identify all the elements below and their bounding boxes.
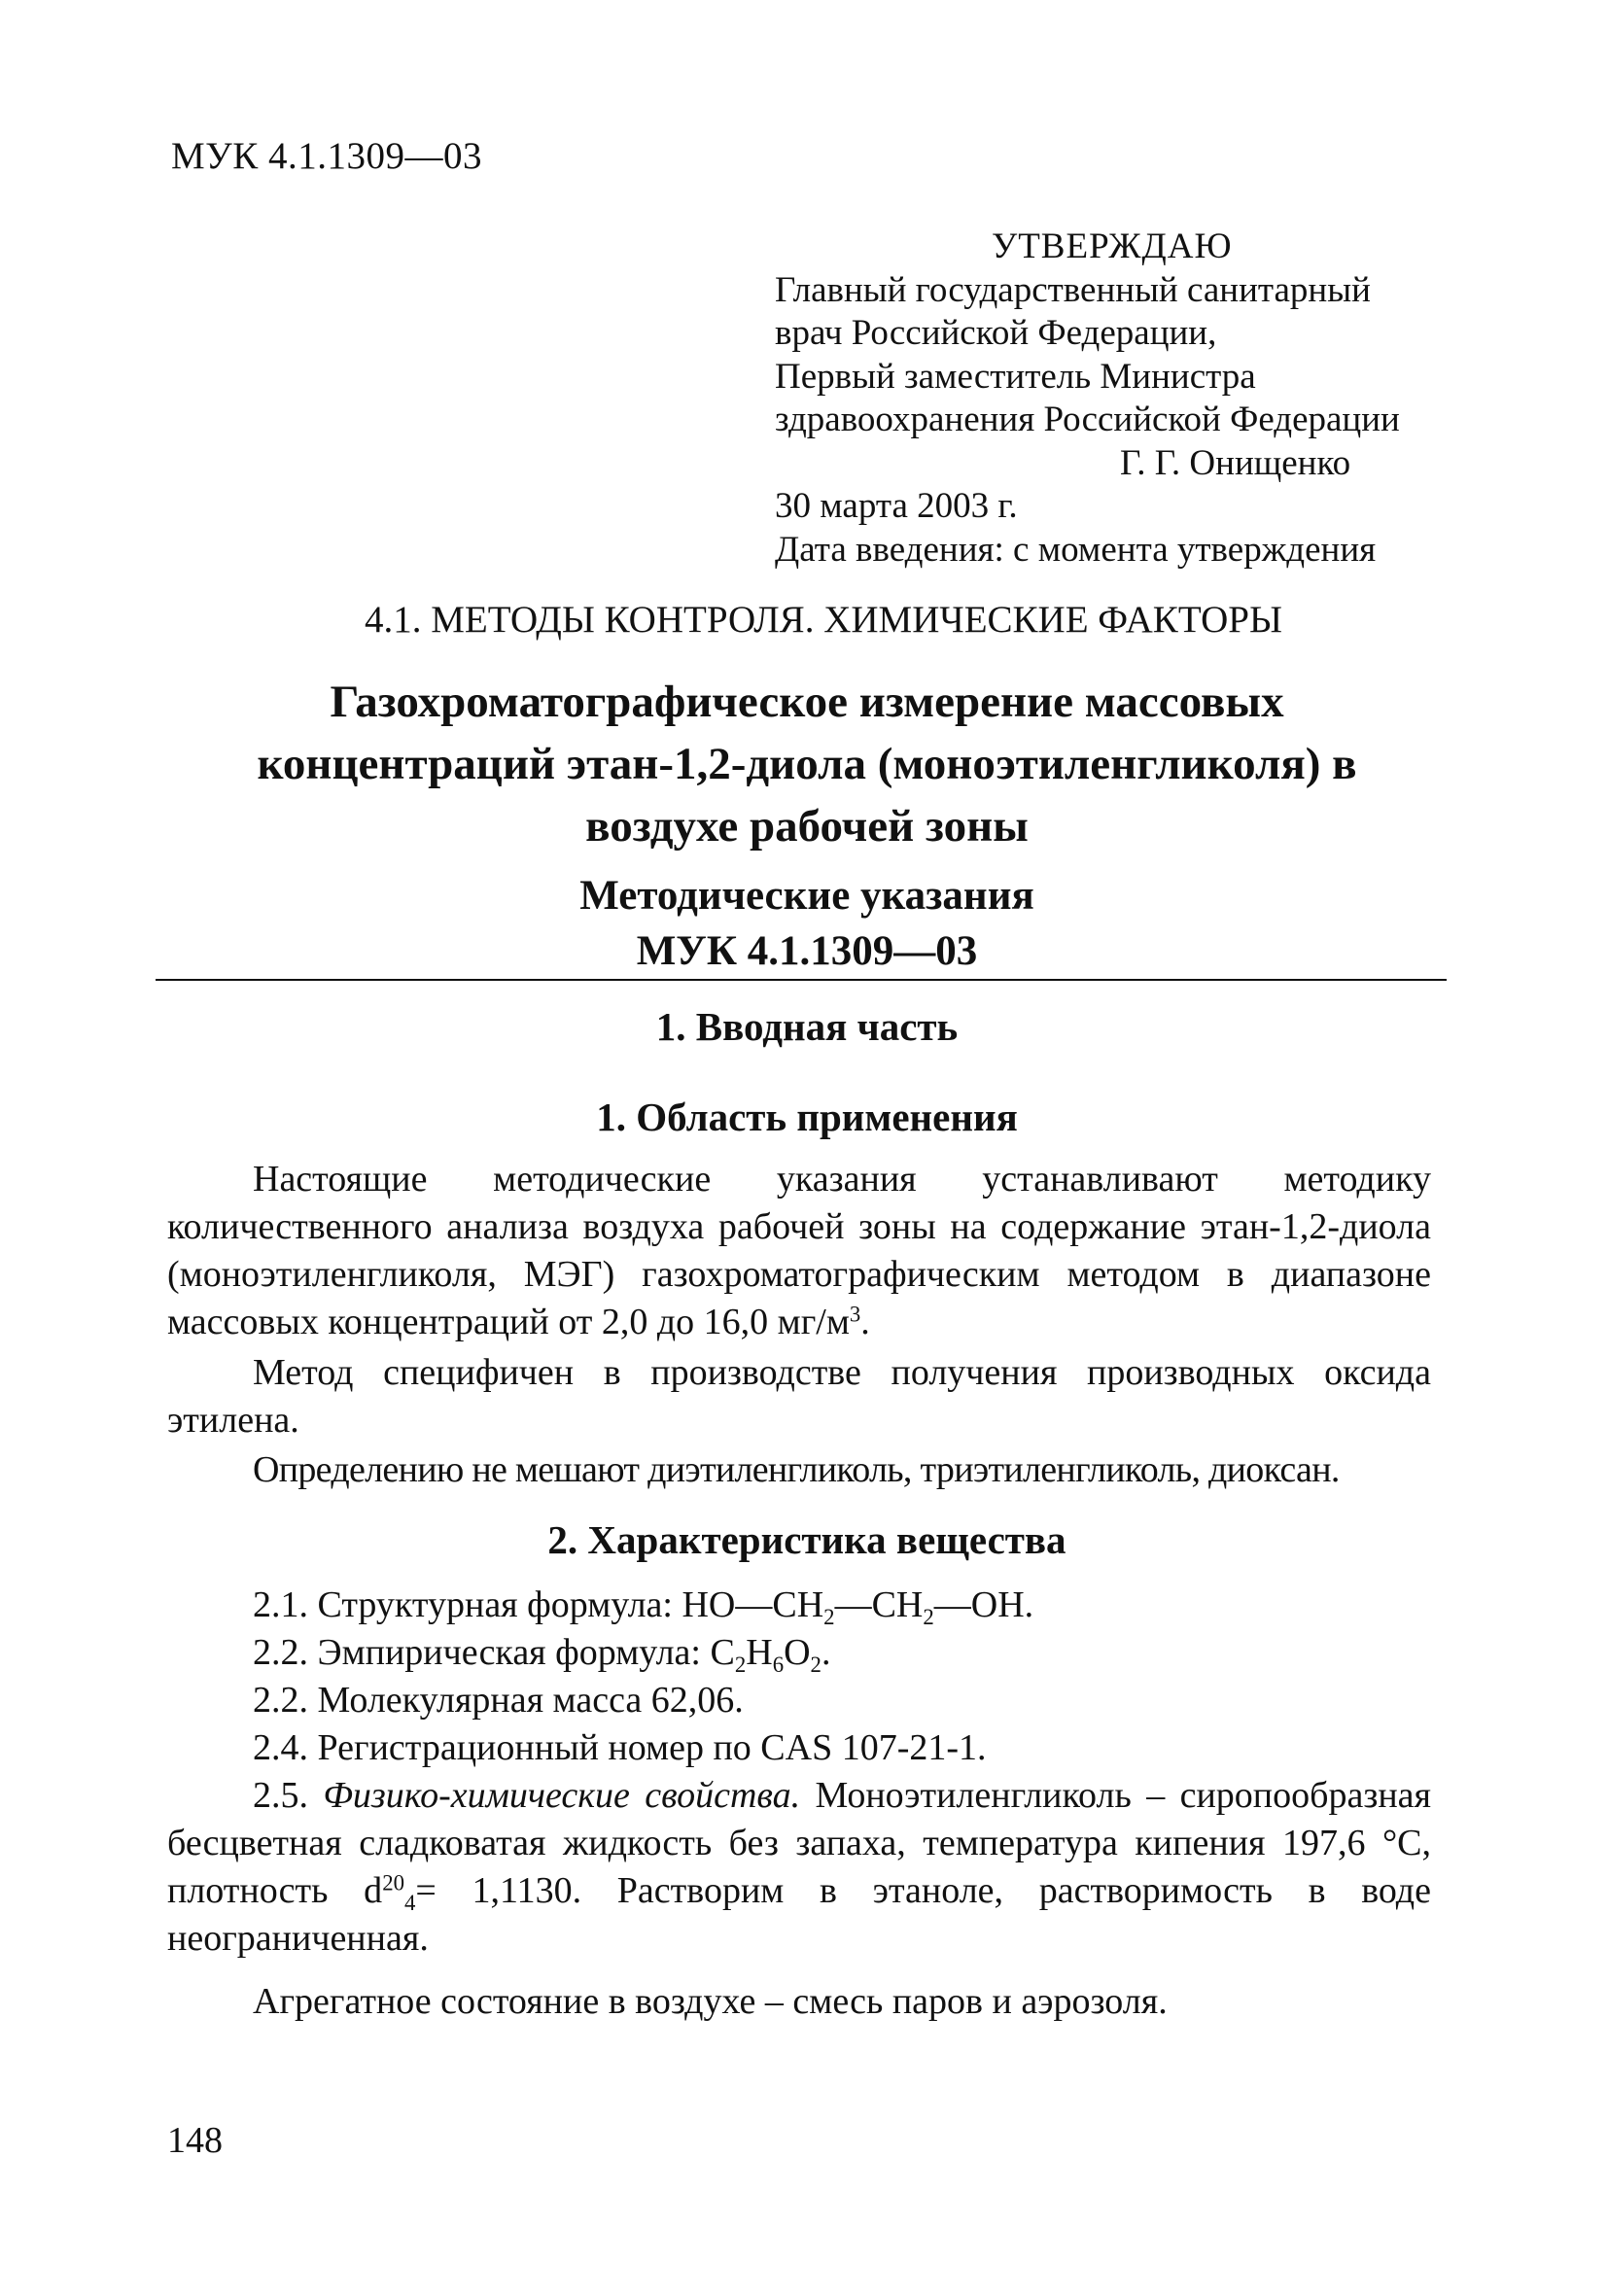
approval-line: Первый заместитель Министра [775, 356, 1256, 397]
approval-block [775, 226, 1455, 572]
approval-date: 30 марта 2003 г. [775, 486, 1018, 526]
subscript: 2 [734, 1652, 747, 1677]
document-code: МУК 4.1.1309—03 [171, 135, 483, 177]
list-item: 2.4. Регистрационный номер по CAS 107-21-1. [253, 1727, 987, 1768]
aggregate-state-paragraph: Агрегатное состояние в воздухе – смесь паров и аэрозоля. [253, 1981, 1168, 2022]
subscript: 2 [823, 1604, 835, 1629]
scope-text: Настоящие методические указания устанавливают методику количественного анализа воздуха рабочей зоны на содержание этан-1,2-диола (моноэтиленгликоля, МЭГ) газохроматографическим методом в диапазоне массовых концентраций от 2,0 до 16,0 мг/м [167, 1159, 1431, 1342]
document-subtitle [156, 868, 1458, 979]
signer-name: Г. Г. Онищенко [1120, 442, 1351, 483]
list-item [167, 1582, 1431, 1629]
properties-text: = 1,1130. Растворим в этаноле, растворимость в воде неограниченная. [167, 1870, 1431, 1959]
punctuation: . [860, 1302, 870, 1342]
title-line: Газохроматографическое измерение массовых [330, 677, 1284, 727]
approval-heading: УТВЕРЖДАЮ [992, 226, 1233, 266]
superscript: 20 [382, 1870, 404, 1896]
section-header: 4.1. МЕТОДЫ КОНТРОЛЯ. ХИМИЧЕСКИЕ ФАКТОРЫ [365, 599, 1282, 641]
item-number: 2.5. [253, 1775, 324, 1816]
page-number: 148 [167, 2120, 223, 2161]
subscript: 2 [923, 1604, 934, 1629]
subtitle-line: Методические указания [579, 873, 1034, 919]
scope-paragraph [167, 1156, 1431, 1346]
approval-line: Главный государственный санитарный [775, 269, 1371, 310]
heading-characteristics: 2. Характеристика вещества [547, 1517, 1066, 1562]
characteristics-list [167, 1582, 1431, 1963]
title-line: воздухе рабочей зоны [585, 801, 1029, 852]
heading-intro: 1. Вводная часть [655, 1004, 959, 1049]
list-item: 2.2. Молекулярная масса 62,06. [253, 1680, 744, 1721]
formula-text: O [784, 1632, 811, 1673]
list-item [167, 1772, 1431, 1963]
subscript: 2 [810, 1652, 821, 1677]
document-title [156, 671, 1458, 857]
heading-scope: 1. Область применения [596, 1095, 1018, 1139]
subscript: 6 [772, 1652, 785, 1677]
method-paragraph: Метод специфичен в производстве получения производных оксида этилена. [167, 1352, 1431, 1441]
subscript: 4 [403, 1890, 416, 1915]
properties-text: Моноэтиленгликоль – сиропообразная бесцветная сладковатая жидкость без запаха, температура кипения 197,6 °C, плотность d [167, 1775, 1432, 1911]
formula-text: 2.1. Структурная формула: HO—CH [253, 1584, 824, 1625]
formula-text: —OH. [933, 1584, 1034, 1625]
interference-paragraph: Определению не мешают диэтиленгликоль, триэтиленгликоль, диоксан. [253, 1449, 1340, 1490]
title-line: концентраций этан-1,2-диола (моноэтиленгликоля) в [257, 739, 1357, 789]
list-item [167, 1629, 1431, 1677]
formula-text: —CH [834, 1584, 924, 1625]
formula-text: 2.2. Эмпирическая формула: C [253, 1632, 735, 1673]
horizontal-rule [156, 979, 1447, 981]
approval-line: врач Российской Федерации, [775, 313, 1217, 353]
approval-line: здравоохранения Российской Федерации [775, 400, 1400, 439]
formula-text: H [746, 1632, 773, 1673]
formula-text: . [821, 1632, 831, 1673]
italic-term: Физико-химические свойства. [323, 1775, 801, 1816]
superscript: 3 [849, 1302, 861, 1327]
subtitle-line: МУК 4.1.1309—03 [636, 928, 978, 974]
effective-date: Дата введения: с момента утверждения [775, 529, 1377, 570]
